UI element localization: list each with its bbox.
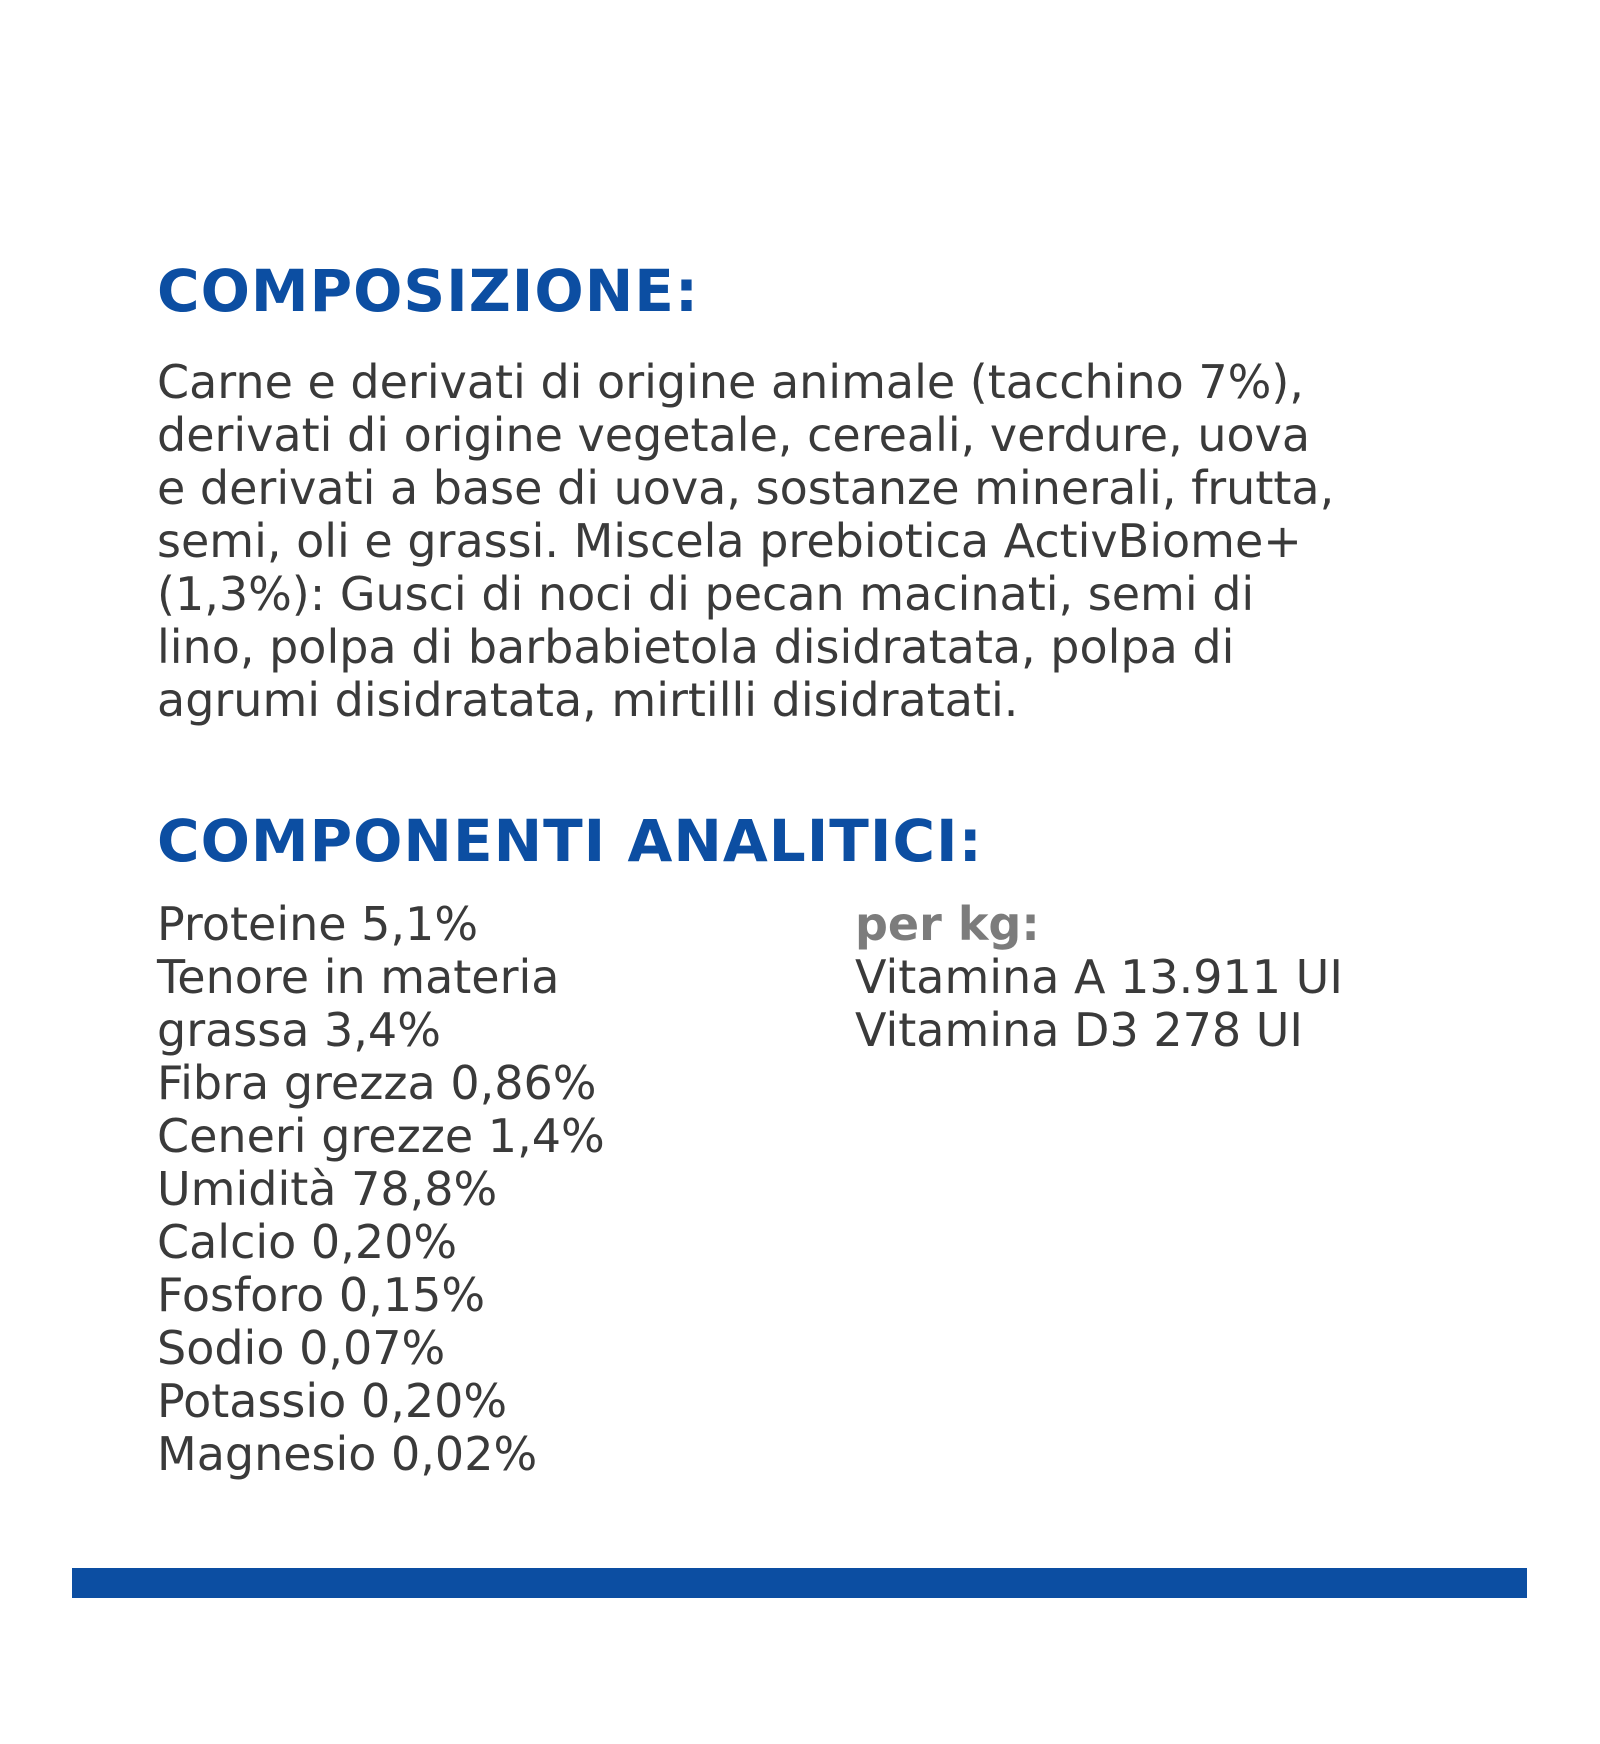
analytic-item: Fosforo 0,15% [157,1268,486,1322]
composition-line: lino, polpa di barbabietola disidratata, polpa di [157,620,1235,674]
analytic-item: Calcio 0,20% [157,1215,458,1269]
composition-line: semi, oli e grassi. Miscela prebiotica ActivBiome+ [157,514,1302,568]
vitamins-list [855,951,1343,1057]
analytic-item: Proteine 5,1% [157,897,479,951]
analytic-item: Tenore in materia [157,950,560,1004]
composition-line: derivati di origine vegetale, cereali, verdure, uova [157,408,1311,462]
analytic-item: Umidità 78,8% [157,1162,498,1216]
analytic-item: Magnesio 0,02% [157,1427,538,1481]
vitamin-item: Vitamina D3 278 UI [855,1003,1303,1057]
composition-line: agrumi disidratata, mirtilli disidratati. [157,673,1019,727]
composition-text [157,356,1457,727]
per-kg-label: per kg: [855,897,1040,951]
vitamins-block [855,898,1343,1057]
analytic-item: Ceneri grezze 1,4% [157,1109,605,1163]
composition-line: (1,3%): Gusci di noci di pecan macinati, semi di [157,567,1255,621]
analytic-item: Potassio 0,20% [157,1374,508,1428]
composition-line: e derivati a base di uova, sostanze minerali, frutta, [157,461,1335,515]
analytic-item: grassa 3,4% [157,1003,441,1057]
analytic-components-title: COMPONENTI ANALITICI: [157,807,983,875]
composition-title: COMPOSIZIONE: [157,257,700,325]
composition-line: Carne e derivati di origine animale (tacchino 7%), [157,355,1304,409]
vitamin-item: Vitamina A 13.911 UI [855,950,1343,1004]
analytic-components-list [157,898,605,1481]
bottom-accent-bar [72,1568,1527,1598]
analytic-item: Fibra grezza 0,86% [157,1056,597,1110]
analytic-item: Sodio 0,07% [157,1321,446,1375]
